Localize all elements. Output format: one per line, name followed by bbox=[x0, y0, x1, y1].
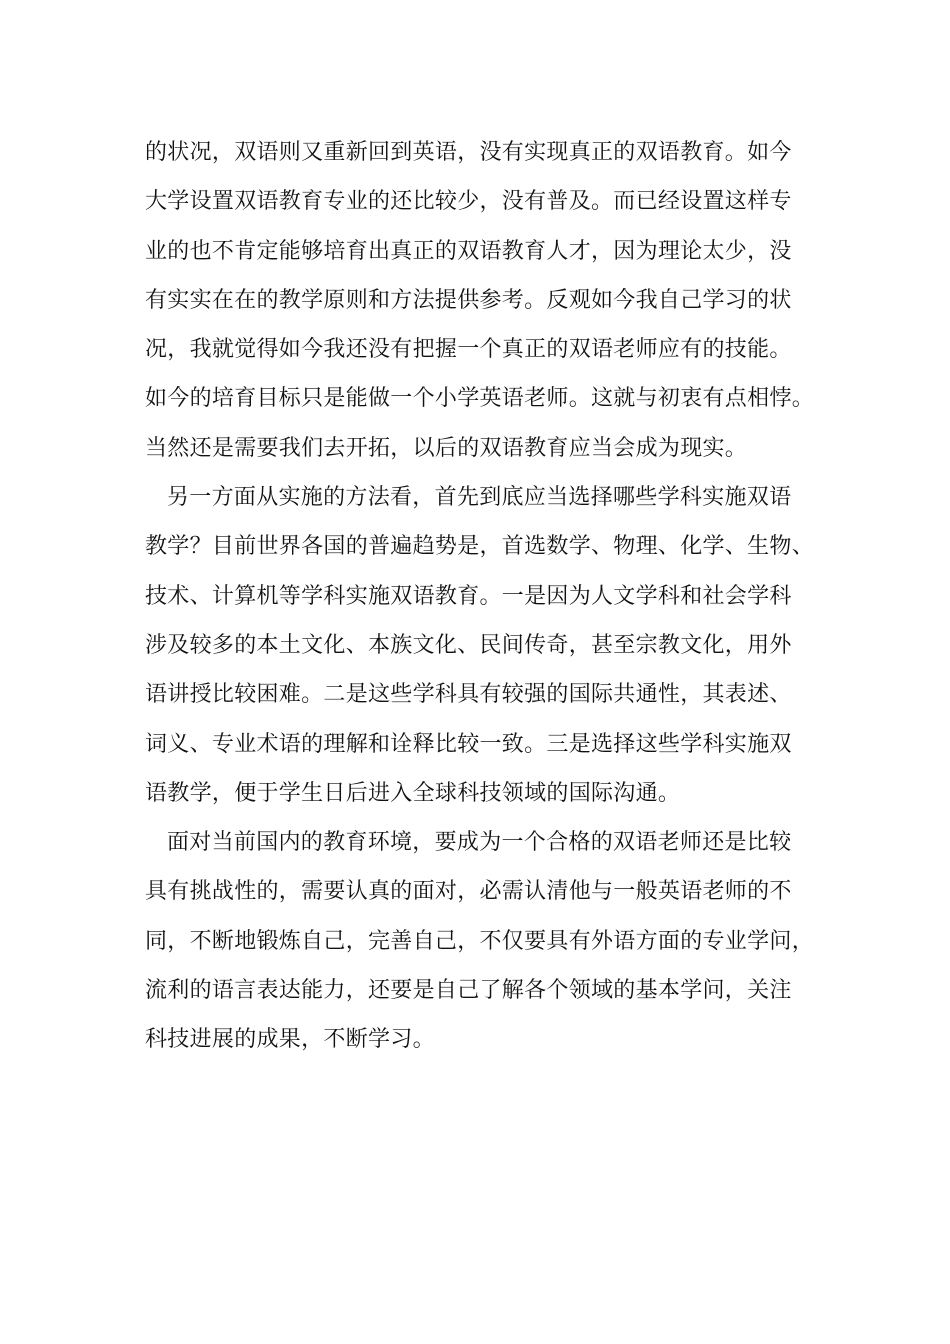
text-line: 当然还是需要我们去开拓，以后的双语教育应当会成为现实。 bbox=[145, 435, 748, 461]
text-line: 流利的语言表达能力，还要是自己了解各个领域的基本学问，关注 bbox=[145, 978, 792, 1004]
text-line: 科技进展的成果，不断学习。 bbox=[145, 1027, 435, 1053]
text-line: 的状况，双语则又重新回到英语，没有实现真正的双语教育。如今 bbox=[145, 140, 792, 165]
text-line: 大学设置双语教育专业的还比较少，没有普及。而已经设置这样专 bbox=[145, 189, 792, 215]
text-line: 同，不断地锻炼自己，完善自己，不仅要具有外语方面的专业学问， bbox=[145, 928, 815, 954]
text-line: 有实实在在的教学原则和方法提供参考。反观如今我自己学习的状 bbox=[145, 287, 792, 313]
text-line: 具有挑战性的，需要认真的面对，必需认清他与一般英语老师的不 bbox=[145, 879, 792, 905]
text-line: 业的也不肯定能够培育出真正的双语教育人才，因为理论太少，没 bbox=[145, 238, 792, 264]
text-line: 词义、专业术语的理解和诠释比较一致。三是选择这些学科实施双 bbox=[145, 731, 792, 757]
paragraph-start-line: 另一方面从实施的方法看，首先到底应当选择哪些学科实施双语 bbox=[167, 485, 792, 511]
text-line: 语讲授比较困难。二是这些学科具有较强的国际共通性，其表述、 bbox=[145, 682, 792, 708]
paragraph-start-line: 面对当前国内的教育环境，要成为一个合格的双语老师还是比较 bbox=[167, 830, 792, 856]
text-line: 技术、计算机等学科实施双语教育。一是因为人文学科和社会学科 bbox=[145, 583, 792, 609]
text-line: 如今的培育目标只是能做一个小学英语老师。这就与初衷有点相悖。 bbox=[145, 386, 815, 412]
text-line: 涉及较多的本土文化、本族文化、民间传奇，甚至宗教文化，用外 bbox=[145, 632, 792, 658]
text-line: 况，我就觉得如今我还没有把握一个真正的双语老师应有的技能。 bbox=[145, 337, 792, 363]
text-line: 语教学，便于学生日后进入全球科技领域的国际沟通。 bbox=[145, 780, 681, 806]
body-text bbox=[145, 128, 825, 1065]
text-line: 教学？目前世界各国的普遍趋势是，首选数学、物理、化学、生物、 bbox=[145, 534, 815, 560]
